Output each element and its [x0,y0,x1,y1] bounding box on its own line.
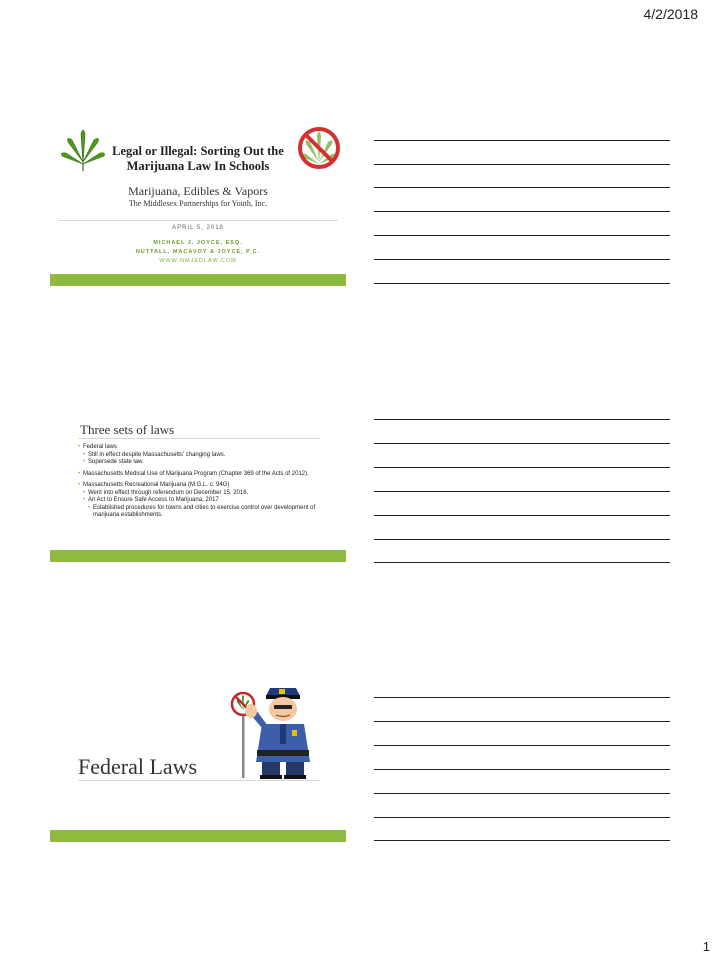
list-item: • Federal laws [78,444,328,452]
note-line [374,721,670,722]
divider [78,780,320,781]
slide-footer-band [50,830,346,842]
list-item: • An Act to Ensure Safe Access to Marijuana, 2017 [83,497,328,505]
divider [78,438,320,439]
divider [58,220,338,221]
note-line [374,562,670,563]
note-line [374,745,670,746]
note-line [374,840,670,841]
note-line [374,259,670,260]
presentation-date: APRIL 5, 2018 [172,225,224,231]
website-link[interactable]: WWW.NMJEDLAW.COM [159,258,237,264]
list-item: • Massachusetts Recreational Marijuana (M.G.L. c. 94G) [78,482,328,490]
bullet-list [78,442,328,520]
slide-federal-laws [50,680,346,842]
list-item: • Still in effect despite Massachusetts' changing laws. [83,452,328,460]
note-line [374,467,670,468]
police-officer-stop-icon [230,684,320,780]
page-number: 1 [702,939,710,954]
list-item: • Went into effect through referendum on December 15, 2016. [83,490,328,498]
note-line [374,515,670,516]
presenter-name: MICHAEL J. JOYCE, ESQ. [153,240,243,246]
note-line [374,539,670,540]
note-line [374,793,670,794]
note-line [374,164,670,165]
title-line-2: Marijuana Law In Schools [126,159,270,173]
organization-name: The Middlesex Partnerships for Youth, Inc. [128,199,268,208]
list-item: • Massachusetts Medical Use of Marijuana Program (Chapter 369 of the Acts of 2012). [78,471,328,479]
firm-name: NUTTALL, MACAVOY & JOYCE, P.C. [135,249,261,255]
note-line [374,769,670,770]
list-item: • Supersede state law. [83,459,328,467]
slide-footer-band [50,550,346,562]
title-line-1: Legal or Illegal: Sorting Out the [112,144,284,158]
list-item: • Established procedures for towns and cities to exercise control over development of marijuana establishments. [88,505,328,520]
slide-title-text [98,144,298,174]
slide-heading: Federal Laws [78,754,198,779]
note-line [374,140,670,141]
note-line [374,817,670,818]
page-date: 4/2/2018 [643,6,698,22]
note-line [374,283,670,284]
note-line [374,211,670,212]
note-line [374,491,670,492]
note-line [374,443,670,444]
slide-subtitle: Marijuana, Edibles & Vapors [128,184,268,198]
slide-title [50,122,346,286]
note-line [374,697,670,698]
note-line [374,419,670,420]
note-line [374,187,670,188]
no-cannabis-icon [294,124,344,172]
note-line [374,235,670,236]
slide-heading: Three sets of laws [80,422,175,437]
slide-footer-band [50,274,346,286]
slide-three-sets-of-laws [50,416,346,562]
